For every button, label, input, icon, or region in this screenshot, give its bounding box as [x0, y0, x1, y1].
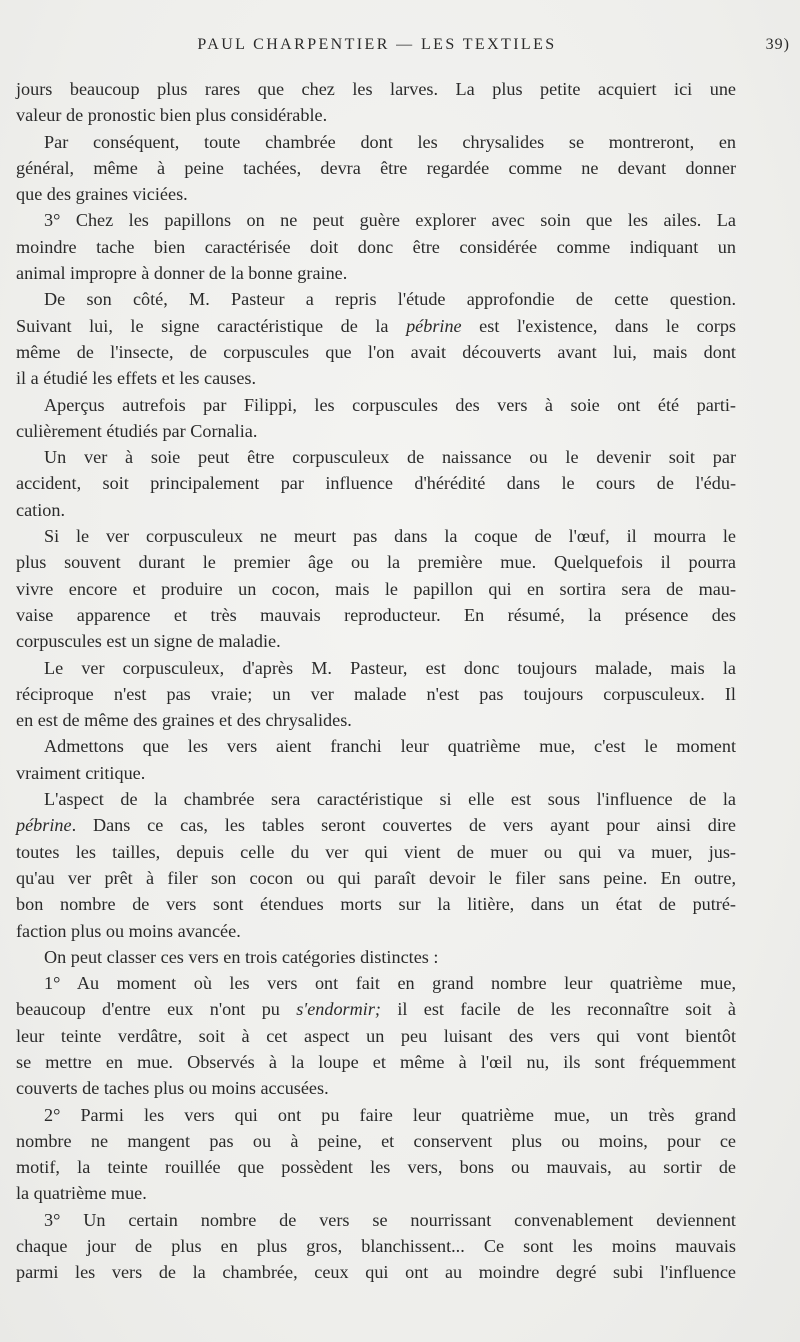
text-line: Par conséquent, toute chambrée dont les chrysalides se montreront, en	[44, 131, 736, 152]
text-line: plus souvent durant le premier âge ou la première mue. Quelquefois il pourra	[16, 552, 736, 573]
text-line: On peut classer ces vers en trois catégories distinctes :	[44, 946, 439, 967]
text-line: vivre encore et produire un cocon, mais le papillon qui en sortira sera de mau-	[16, 578, 736, 599]
text-segment: est l'existence, dans le corps	[461, 315, 737, 336]
text-line: leur teinte verdâtre, soit à cet aspect un peu luisant des vers qui vont bientôt	[16, 1025, 736, 1046]
text-line: Si le ver corpusculeux ne meurt pas dans la coque de l'œuf, il mourra le	[44, 526, 736, 547]
text-line: cation.	[16, 499, 65, 520]
text-line: faction plus ou moins avancée.	[16, 920, 241, 941]
text-line: toutes les tailles, depuis celle du ver qui vient de muer ou qui va muer, jus-	[16, 841, 736, 862]
text-line: en est de même des graines et des chrysalides.	[16, 710, 352, 731]
text-line: nombre ne mangent pas ou à peine, et conservent plus ou moins, pour ce	[16, 1130, 736, 1151]
text-line: jours beaucoup plus rares que chez les larves. La plus petite acquiert ici une	[16, 79, 736, 99]
text-line	[16, 313, 736, 339]
text-line: motif, la teinte rouillée que possèdent les vers, bons ou mauvais, au sortir de	[16, 1157, 736, 1178]
text-line: 2° Parmi les vers qui ont pu faire leur quatrième mue, un très grand	[44, 1104, 736, 1125]
text-line: même de l'insecte, de corpuscules que l'on avait découverts avant lui, mais dont	[16, 341, 736, 362]
text-line: De son côté, M. Pasteur a repris l'étude approfondie de cette question.	[44, 289, 736, 310]
text-line: corpuscules est un signe de maladie.	[16, 631, 281, 652]
text-line: la quatrième mue.	[16, 1183, 147, 1204]
page-header	[16, 36, 790, 62]
italic-term: pébrine	[16, 815, 72, 836]
text-segment: il est facile de les reconnaître soit à	[380, 999, 736, 1020]
text-line: 3° Chez les papillons on ne peut guère explorer avec soin que les ailes. La	[44, 210, 736, 231]
text-line: qu'au ver prêt à filer son cocon ou qui paraît devoir le filer sans peine. En outre,	[16, 867, 736, 888]
text-line: Admettons que les vers aient franchi leur quatrième mue, c'est le moment	[44, 736, 736, 757]
text-segment: . Dans ce cas, les tables seront couvertes de vers ayant pour ainsi dire	[71, 815, 736, 836]
text-line: accident, soit principalement par influence d'hérédité dans le cours de l'édu-	[16, 473, 736, 494]
text-line: moindre tache bien caractérisée doit donc être considérée comme indiquant un	[16, 236, 736, 257]
text-line: chaque jour de plus en plus gros, blanchissent... Ce sont les moins mauvais	[16, 1236, 736, 1257]
text-segment: beaucoup d'entre eux n'ont pu	[16, 999, 297, 1020]
italic-term: pébrine	[406, 315, 462, 336]
text-line	[16, 996, 736, 1022]
text-line: 3° Un certain nombre de vers se nourrissant convenablement deviennent	[44, 1209, 736, 1230]
running-head: PAUL CHARPENTIER — LES TEXTILES	[197, 36, 557, 53]
text-segment: Suivant lui, le signe caractéristique de la	[16, 315, 407, 336]
text-line: culièrement étudiés par Cornalia.	[16, 420, 258, 441]
text-line: valeur de pronostic bien plus considérable.	[16, 105, 328, 126]
text-line: L'aspect de la chambrée sera caractéristique si elle est sous l'influence de la	[44, 789, 736, 810]
text-line: il a étudié les effets et les causes.	[16, 368, 257, 389]
text-line: Un ver à soie peut être corpusculeux de naissance ou le devenir soit par	[44, 447, 736, 468]
text-line: que des graines viciées.	[16, 184, 188, 205]
text-line: animal impropre à donner de la bonne graine.	[16, 263, 348, 284]
text-line: vraiment critique.	[16, 762, 146, 783]
text-line: parmi les vers de la chambrée, ceux qui ont au moindre degré subi l'influence	[16, 1262, 736, 1283]
italic-term: s'endormir;	[296, 999, 381, 1020]
text-line: 1° Au moment où les vers ont fait en grand nombre leur quatrième mue,	[44, 973, 736, 994]
text-line: se mettre en mue. Observés à la loupe et même à l'œil nu, ils sont fréquemment	[16, 1051, 736, 1072]
text-line: Aperçus autrefois par Filippi, les corpuscules des vers à soie ont été parti-	[44, 394, 736, 415]
text-line	[16, 812, 736, 838]
text-line: vaise apparence et très mauvais reproducteur. En résumé, la présence des	[16, 604, 736, 625]
text-line: Le ver corpusculeux, d'après M. Pasteur, est donc toujours malade, mais la	[44, 657, 736, 678]
text-line: bon nombre de vers sont étendues morts sur la litière, dans un état de putré-	[16, 894, 736, 915]
text-line: général, même à peine tachées, devra être regardée comme ne devant donner	[16, 157, 736, 178]
page-number: 39)	[765, 36, 790, 53]
text-line: réciproque n'est pas vraie; un ver malade n'est pas toujours corpusculeux. Il	[16, 683, 736, 704]
body-text	[16, 76, 736, 1286]
text-line: couverts de taches plus ou moins accusées.	[16, 1078, 329, 1099]
